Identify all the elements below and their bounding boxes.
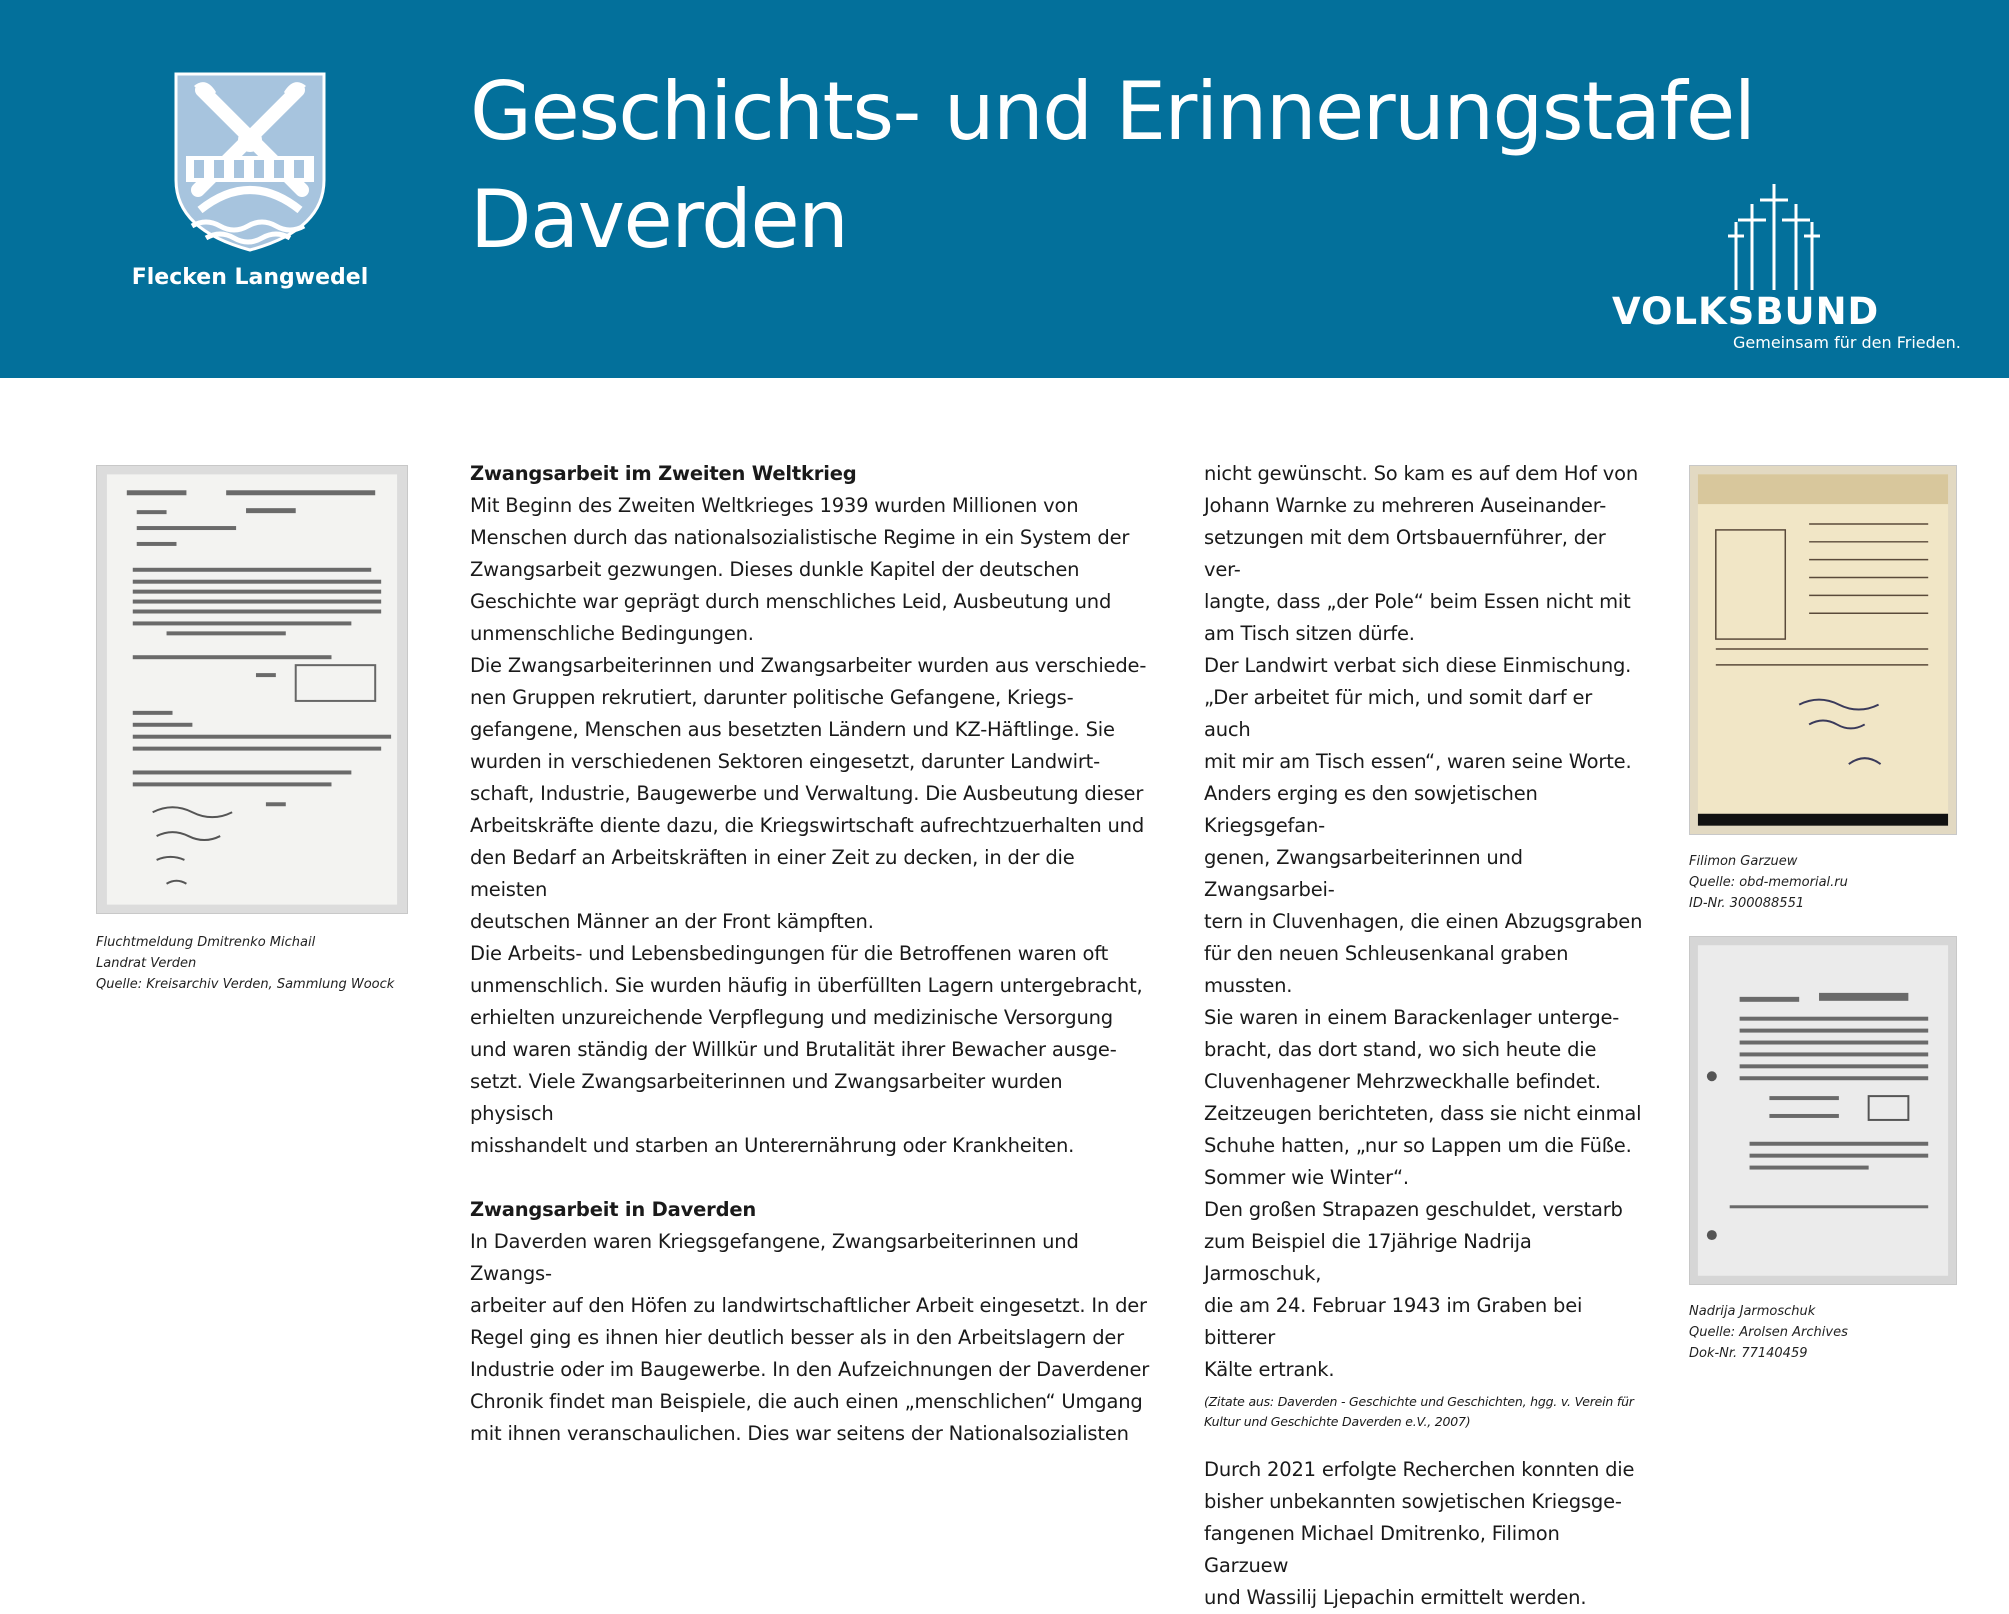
body-line: setzungen mit dem Ortsbauernführer, der ver- <box>1204 526 1606 581</box>
body-line: am Tisch sitzen dürfe. <box>1204 622 1415 645</box>
caption-line: Quelle: Arolsen Archives <box>1689 1325 1848 1340</box>
body-line: Den großen Strapazen geschuldet, verstarb <box>1204 1198 1623 1221</box>
body-line: Sommer wie Winter“. <box>1204 1166 1409 1189</box>
body-line: mit ihnen veranschaulichen. Dies war seitens der Nationalsozialisten <box>470 1422 1129 1445</box>
caption-jarmoschuk <box>1689 1301 1848 1364</box>
personnel-card-illustration <box>1690 466 1956 834</box>
caption-line: Filimon Garzuew <box>1689 854 1798 869</box>
page-title <box>470 58 1755 274</box>
body-line: Die Zwangsarbeiterinnen und Zwangsarbeiter wurden aus verschiede- <box>470 654 1147 677</box>
paragraph-gap <box>470 1162 1150 1194</box>
body-line: Anders erging es den sowjetischen Kriegsgefan- <box>1204 782 1538 837</box>
body-line: Zeitzeugen berichteten, dass sie nicht einmal <box>1204 1102 1642 1125</box>
caption-garzuew <box>1689 851 1848 914</box>
caption-line: Fluchtmeldung Dmitrenko Michail <box>96 935 316 950</box>
body-line: Johann Warnke zu mehreren Auseinander- <box>1204 494 1607 517</box>
body-line: misshandelt und starben an Unterernährung oder Krankheiten. <box>470 1134 1075 1157</box>
body-line: zum Beispiel die 17jährige Nadrija Jarmoschuk, <box>1204 1230 1532 1285</box>
body-line: „Der arbeitet für mich, und somit darf er auch <box>1204 686 1593 741</box>
body-line: Mit Beginn des Zweiten Weltkrieges 1939 wurden Millionen von <box>470 494 1079 517</box>
section-heading: Zwangsarbeit im Zweiten Weltkrieg <box>470 462 857 485</box>
body-line: unmenschliche Bedingungen. <box>470 622 754 645</box>
body-line: Zwangsarbeit gezwungen. Dieses dunkle Kapitel der deutschen <box>470 558 1080 581</box>
body-line: Kälte ertrank. <box>1204 1358 1335 1381</box>
body-line: schaft, Industrie, Baugewerbe und Verwaltung. Die Ausbeutung dieser <box>470 782 1144 805</box>
caption-line: Quelle: obd-memorial.ru <box>1689 875 1848 890</box>
body-line: Industrie oder im Baugewerbe. In den Aufzeichnungen der Daverdener <box>470 1358 1150 1381</box>
crosses-logo-icon <box>1726 182 1822 292</box>
caption-line: Dok-Nr. 77140459 <box>1689 1346 1808 1361</box>
source-line: (Zitate aus: Daverden - Geschichte und Geschichten, hgg. v. Verein für <box>1204 1394 1634 1409</box>
body-line: genen, Zwangsarbeiterinnen und Zwangsarbei- <box>1204 846 1523 901</box>
body-line: gefangene, Menschen aus besetzten Ländern und KZ-Häftlinge. Sie <box>470 718 1115 741</box>
body-line: erhielten unzureichende Verpflegung und medizinische Versorgung <box>470 1006 1113 1029</box>
page-title-line-1: Geschichts- und Erinnerungstafel <box>470 65 1755 158</box>
body-line: Geschichte war geprägt durch menschliches Leid, Ausbeutung und <box>470 590 1112 613</box>
body-line: Die Arbeits- und Lebensbedingungen für die Betroffenen waren oft <box>470 942 1109 965</box>
document-photo-jarmoschuk <box>1689 936 1957 1285</box>
body-line: Sie waren in einem Barackenlager unterge- <box>1204 1006 1620 1029</box>
body-line: wurden in verschiedenen Sektoren eingesetzt, darunter Landwirt- <box>470 750 1100 773</box>
body-line: mit mir am Tisch essen“, waren seine Worte. <box>1204 750 1632 773</box>
body-line: setzt. Viele Zwangsarbeiterinnen und Zwangsarbeiter wurden physisch <box>470 1070 1063 1125</box>
body-line: In Daverden waren Kriegsgefangene, Zwangsarbeiterinnen und Zwangs- <box>470 1230 1079 1285</box>
body-line: fangenen Michael Dmitrenko, Filimon Garzuew <box>1204 1522 1560 1577</box>
body-line: und Wassilij Ljepachin ermittelt werden. <box>1204 1586 1587 1609</box>
body-line: Durch 2021 erfolgte Recherchen konnten die <box>1204 1458 1635 1481</box>
body-line: deutschen Männer an der Front kämpften. <box>470 910 874 933</box>
body-line: Regel ging es ihnen hier deutlich besser als in den Arbeitslagern der <box>470 1326 1124 1349</box>
body-line: Der Landwirt verbat sich diese Einmischung. <box>1204 654 1632 677</box>
paragraph-gap <box>1204 1440 1644 1454</box>
article-column-2 <box>1204 458 1644 1614</box>
body-line: für den neuen Schleusenkanal graben mussten. <box>1204 942 1569 997</box>
volksbund-logo-text: VOLKSBUND <box>1612 290 1880 333</box>
volksbund-tagline: Gemeinsam für den Frieden. <box>1733 333 1961 352</box>
document-photo-fluchtmeldung <box>96 465 408 914</box>
body-line: bracht, das dort stand, wo sich heute die <box>1204 1038 1597 1061</box>
caption-line: Landrat Verden <box>96 956 197 971</box>
header-banner <box>0 0 2009 378</box>
record-card-illustration <box>1690 937 1956 1284</box>
caption-line: Nadrija Jarmoschuk <box>1689 1304 1816 1319</box>
page-title-line-2: Daverden <box>470 173 848 266</box>
body-line: unmenschlich. Sie wurden häufig in überfüllten Lagern untergebracht, <box>470 974 1143 997</box>
caption-fluchtmeldung <box>96 932 394 995</box>
body-line: nen Gruppen rekrutiert, darunter politische Gefangene, Kriegs- <box>470 686 1074 709</box>
body-line: Chronik findet man Beispiele, die auch einen „menschlichen“ Umgang <box>470 1390 1143 1413</box>
body-line: nicht gewünscht. So kam es auf dem Hof von <box>1204 462 1639 485</box>
body-line: Menschen durch das nationalsozialistische Regime in ein System der <box>470 526 1130 549</box>
body-line: langte, dass „der Pole“ beim Essen nicht mit <box>1204 590 1631 613</box>
body-line: Cluvenhagener Mehrzweckhalle befindet. <box>1204 1070 1601 1093</box>
document-illustration <box>97 466 407 913</box>
coat-of-arms-icon <box>172 70 328 254</box>
municipality-name: Flecken Langwedel <box>131 265 369 290</box>
body-line: bisher unbekannten sowjetischen Kriegsge- <box>1204 1490 1622 1513</box>
section-heading: Zwangsarbeit in Daverden <box>470 1198 757 1221</box>
body-line: und waren ständig der Willkür und Brutalität ihrer Bewacher ausge- <box>470 1038 1117 1061</box>
article-column-1 <box>470 458 1150 1450</box>
quote-source-note <box>1204 1392 1644 1432</box>
body-line: arbeiter auf den Höfen zu landwirtschaftlicher Arbeit eingesetzt. In der <box>470 1294 1147 1317</box>
body-line: Arbeitskräfte diente dazu, die Kriegswirtschaft aufrechtzuerhalten und <box>470 814 1144 837</box>
body-line: den Bedarf an Arbeitskräften in einer Zeit zu decken, in der die meisten <box>470 846 1075 901</box>
source-line: Kultur und Geschichte Daverden e.V., 2007) <box>1204 1414 1471 1429</box>
caption-line: Quelle: Kreisarchiv Verden, Sammlung Woock <box>96 977 395 992</box>
caption-line: ID-Nr. 300088551 <box>1689 896 1805 911</box>
body-line: tern in Cluvenhagen, die einen Abzugsgraben <box>1204 910 1643 933</box>
body-line: die am 24. Februar 1943 im Graben bei bitterer <box>1204 1294 1583 1349</box>
document-photo-garzuew <box>1689 465 1957 835</box>
body-line: Schuhe hatten, „nur so Lappen um die Füße. <box>1204 1134 1632 1157</box>
